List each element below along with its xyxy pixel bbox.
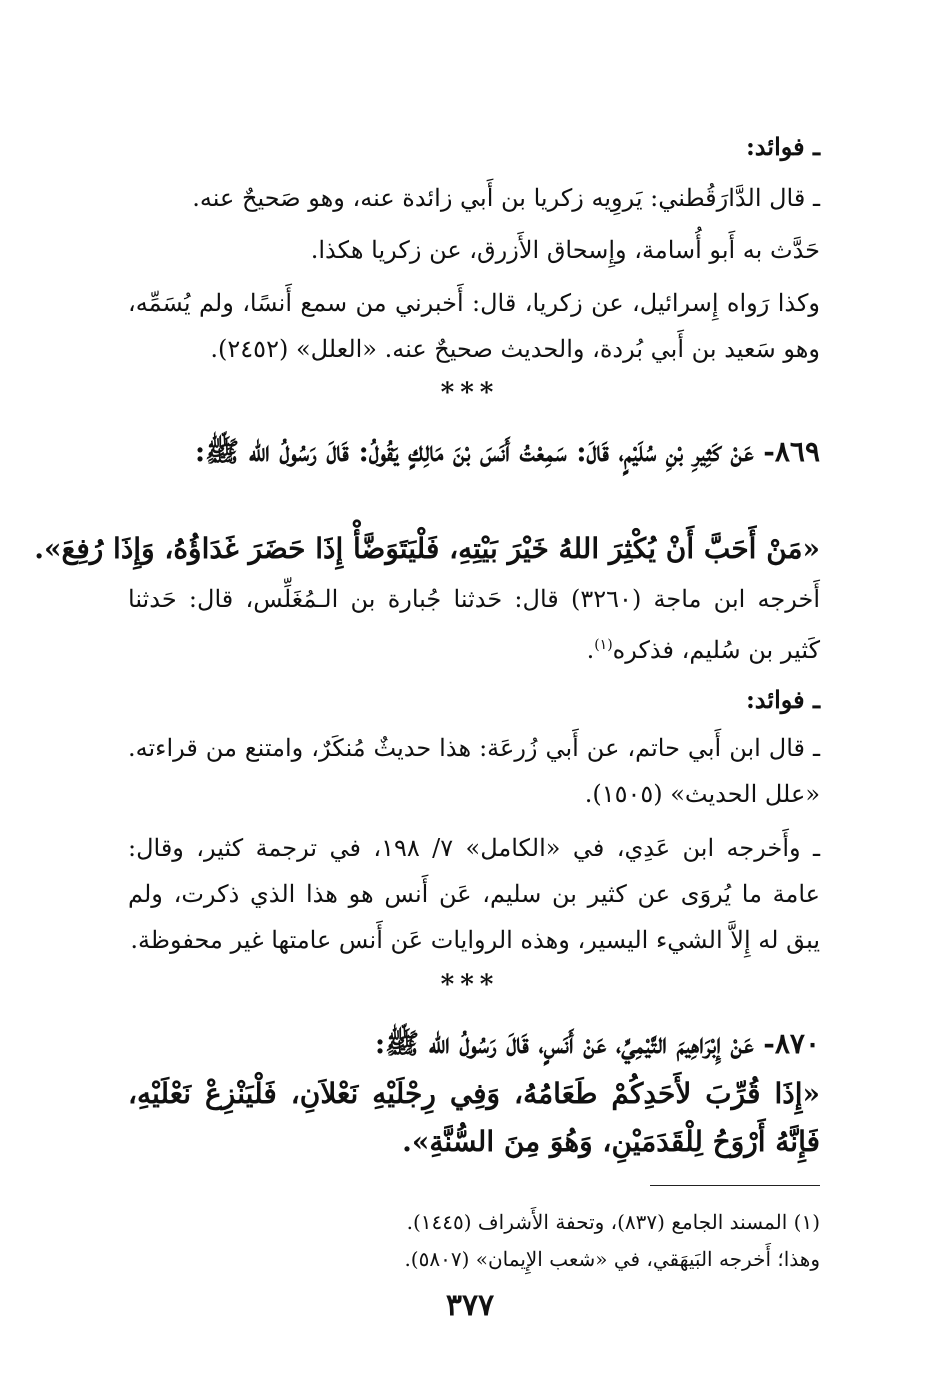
paragraph: وكذا رَواه إِسرائيل، عن زكريا، قال: أَخبرني من سمع أَنسًا، ولم يُسَمِّه، وهو سَعيد بن أَبي بُردة، والحديث صحيحٌ عنه. «العلل» (٢٤٥٢). <box>128 289 820 363</box>
footnote-divider <box>650 1185 820 1186</box>
takhrij-paragraph <box>128 576 820 673</box>
takhrij-text: أَخرجه ابن ماجة (٣٢٦٠) قال: حَدثنا جُبارة بن الـمُغَلِّس، قال: حَدثنا كَثير بن سُليم، فذكره <box>128 585 821 664</box>
section-separator: *** <box>440 970 500 1000</box>
footnote: (١) المسند الجامع (٨٣٧)، وتحفة الأَشراف (١٤٤٥). <box>406 1210 820 1234</box>
paragraph: ـ قال ابن أَبي حاتم، عن أَبي زُرعَة: هذا حديثٌ مُنكَرٌ، وامتنع من قراءته. «علل الحديث» (١٥٠٥). <box>128 734 820 808</box>
paragraph: حَدَّث به أَبو أُسامة، وإِسحاق الأَزرق، عن زكريا هكذا. <box>310 236 820 264</box>
page-number: ٣٧٧ <box>445 1288 495 1323</box>
section-heading: ـ فوائد: <box>745 685 820 714</box>
paragraph: ـ قال الدَّارَقُطني: يَروِيه زكريا بن أَبي زائدة عنه، وهو صَحيحٌ عنه. <box>192 184 820 212</box>
section-separator: *** <box>440 378 500 408</box>
paragraph: ـ وأَخرجه ابن عَدِي، في «الكامل» ٧/ ١٩٨، في ترجمة كثير، وقال: عامة ما يُروَى عن كثير بن سليم، عَن أَنس هو هذا الذي ذكرت، ولم يبق له إِلاَّ الشيء اليسير، وهذه الروايات عَن أَنس عامتها غير محفوظة. <box>128 834 820 954</box>
takhrij-end: . <box>586 636 595 664</box>
footnote: وهذا؛ أَخرجه البَيهَقي، في «شعب الإِيمان» (٥٨٠٧). <box>404 1247 820 1271</box>
footnote-marker: (١) <box>594 637 613 653</box>
hadith-matn: «مَنْ أَحَبَّ أَنْ يُكْثِرَ اللهُ خَيْرَ بَيْتِهِ، فَلْيَتَوَضَّأْ إِذَا حَضَرَ غَدَاؤُهُ، وَإِذَا رُفِعَ». <box>34 532 820 565</box>
section-heading: ـ فوائد: <box>745 132 820 161</box>
hadith-isnad: ٨٦٩- عَنْ كَثِيرِ بْنِ سُلَيْمٍ، قَالَ: سَمِعْتُ أَنَسَ بْنَ مَالِكٍ يَقُولُ: قَالَ رَسُولُ الله ﷺ: <box>194 435 820 468</box>
hadith-matn: «إِذَا قُرِّبَ لأَحَدِكُمْ طَعَامُهُ، وَفِي رِجْلَيْهِ نَعْلاَنِ، فَلْيَنْزِعْ نَعْلَيْهِ، فَإِنَّهُ أَرْوَحُ لِلْقَدَمَيْنِ، وَهُوَ مِنَ السُّنَّةِ». <box>128 1077 820 1158</box>
hadith-isnad: ٨٧٠- عَنْ إِبْرَاهِيمَ التَّيْمِيِّ، عَنْ أَنَسٍ، قَالَ رَسُولُ الله ﷺ: <box>374 1027 820 1060</box>
